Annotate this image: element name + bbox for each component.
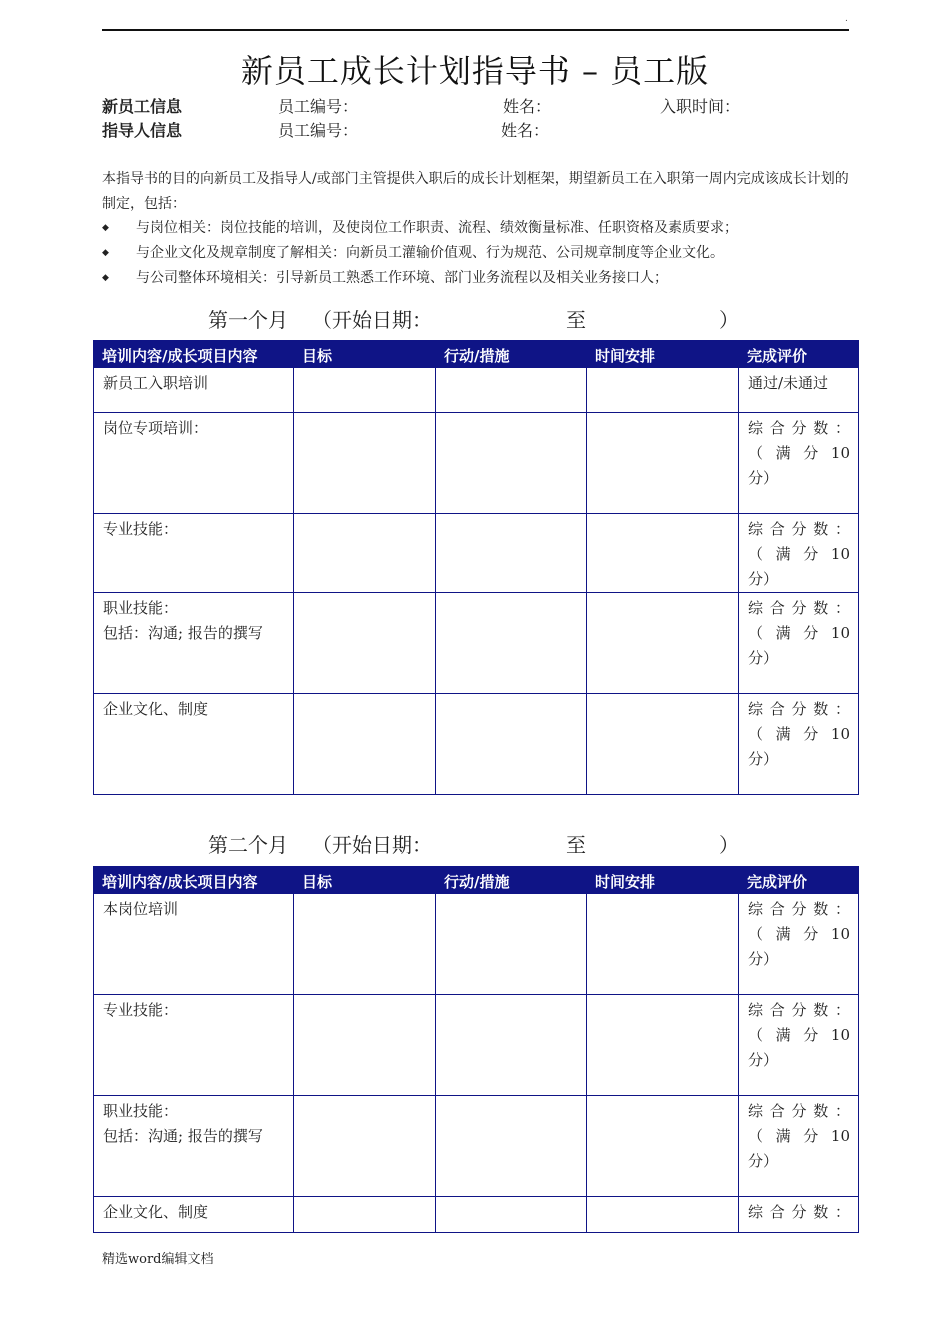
evaluation-line: 分）	[748, 469, 779, 487]
action-cell[interactable]	[436, 694, 587, 795]
header-goal: 目标	[294, 341, 436, 368]
content-line: 职业技能：	[103, 1102, 179, 1120]
month-1-heading	[0, 304, 950, 332]
diamond-bullet-icon: ◆	[102, 273, 109, 283]
month-2-close-paren: ）	[719, 833, 739, 857]
content-cell	[94, 694, 294, 795]
evaluation-line: 分）	[748, 950, 779, 968]
header-schedule: 时间安排	[587, 867, 739, 894]
header-rule	[102, 29, 849, 31]
header-action: 行动/措施	[436, 341, 587, 368]
mentor-name-label: 姓名：	[501, 121, 550, 140]
evaluation-line: （满分10	[748, 925, 850, 943]
list-item	[102, 241, 850, 266]
goal-cell[interactable]	[294, 1096, 436, 1197]
intro-bullet-list	[102, 216, 850, 291]
evaluation-line: 综合分数：	[748, 700, 850, 718]
list-item	[102, 216, 850, 241]
goal-cell[interactable]	[294, 1197, 436, 1233]
table-row	[94, 1197, 859, 1233]
new-employee-id-label: 员工编号：	[278, 97, 359, 116]
action-cell[interactable]	[436, 514, 587, 593]
evaluation-cell[interactable]	[739, 1197, 859, 1233]
diamond-bullet-icon: ◆	[102, 248, 109, 258]
content-cell	[94, 593, 294, 694]
content-line: 专业技能：	[103, 1001, 179, 1019]
table-row	[94, 413, 859, 514]
month-2-plan-table	[93, 866, 859, 1233]
evaluation-line: 综合分数：	[748, 1102, 850, 1120]
evaluation-line: 综合分数：	[748, 1001, 850, 1019]
month-1-plan-table	[93, 340, 859, 795]
bullet-text: 与企业文化及规章制度了解相关：向新员工灌输价值观、行为规范、公司规章制度等企业文化。	[136, 245, 724, 261]
new-employee-info-label: 新员工信息	[102, 97, 183, 116]
action-cell[interactable]	[436, 894, 587, 995]
schedule-cell[interactable]	[587, 593, 739, 694]
evaluation-cell[interactable]	[739, 413, 859, 514]
evaluation-line: 综合分数：	[748, 1203, 850, 1221]
month-1-start-date-label: （开始日期：	[312, 308, 432, 332]
evaluation-cell[interactable]	[739, 1096, 859, 1197]
header-action: 行动/措施	[436, 867, 587, 894]
corner-mark: .	[845, 14, 848, 24]
goal-cell[interactable]	[294, 995, 436, 1096]
table-header-row	[94, 867, 859, 894]
action-cell[interactable]	[436, 1197, 587, 1233]
header-goal: 目标	[294, 867, 436, 894]
goal-cell[interactable]	[294, 694, 436, 795]
intro-paragraph: 本指导书的目的向新员工及指导人/或部门主管提供入职后的成长计划框架，期望新员工在入职第一周内完成该成长计划的制定，包括：	[102, 171, 849, 212]
table-row	[94, 694, 859, 795]
diamond-bullet-icon: ◆	[102, 223, 109, 233]
bullet-text: 与岗位相关：岗位技能的培训，及使岗位工作职责、流程、绩效衡量标准、任职资格及素质要求；	[136, 220, 738, 236]
table-header-row	[94, 341, 859, 368]
header-evaluation: 完成评价	[739, 867, 859, 894]
evaluation-cell[interactable]	[739, 368, 859, 413]
header-content: 培训内容/成长项目内容	[94, 867, 294, 894]
month-1-close-paren: ）	[719, 308, 739, 332]
evaluation-line: 综合分数：	[748, 520, 850, 538]
content-line: 包括：沟通; 报告的撰写	[103, 624, 263, 642]
evaluation-cell[interactable]	[739, 995, 859, 1096]
table-row	[94, 1096, 859, 1197]
content-cell	[94, 413, 294, 514]
evaluation-line: （满分10	[748, 545, 850, 563]
evaluation-cell[interactable]	[739, 894, 859, 995]
evaluation-line: （满分10	[748, 1026, 850, 1044]
month-2-label: 第二个月	[208, 833, 288, 857]
table-row	[94, 593, 859, 694]
month-1-label: 第一个月	[208, 308, 288, 332]
page-footer: 精选word编辑文档	[102, 1252, 214, 1267]
evaluation-line: 综合分数：	[748, 900, 850, 918]
content-cell	[94, 995, 294, 1096]
schedule-cell[interactable]	[587, 894, 739, 995]
page-title: 新员工成长计划指导书 – 员工版	[240, 52, 710, 90]
content-line: 新员工入职培训	[103, 374, 209, 392]
evaluation-line: （满分10	[748, 444, 850, 462]
evaluation-cell[interactable]	[739, 514, 859, 593]
content-cell	[94, 1096, 294, 1197]
evaluation-line: （满分10	[748, 725, 850, 743]
evaluation-line: （满分10	[748, 1127, 850, 1145]
schedule-cell[interactable]	[587, 694, 739, 795]
content-cell	[94, 514, 294, 593]
table-row	[94, 894, 859, 995]
evaluation-line: 分）	[748, 649, 779, 667]
action-cell[interactable]	[436, 1096, 587, 1197]
content-line: 包括：沟通; 报告的撰写	[103, 1127, 263, 1145]
mentor-info-label: 指导人信息	[102, 121, 183, 140]
month-1-to-label: 至	[566, 308, 586, 332]
new-employee-join-date-label: 入职时间：	[660, 97, 741, 116]
evaluation-line: 分）	[748, 750, 779, 768]
action-cell[interactable]	[436, 593, 587, 694]
schedule-cell[interactable]	[587, 413, 739, 514]
action-cell[interactable]	[436, 995, 587, 1096]
schedule-cell[interactable]	[587, 1096, 739, 1197]
goal-cell[interactable]	[294, 514, 436, 593]
action-cell[interactable]	[436, 413, 587, 514]
content-line: 企业文化、制度	[103, 1203, 209, 1221]
schedule-cell[interactable]	[587, 1197, 739, 1233]
header-evaluation: 完成评价	[739, 341, 859, 368]
table-row	[94, 368, 859, 413]
month-2-to-label: 至	[566, 833, 586, 857]
evaluation-cell[interactable]	[739, 694, 859, 795]
content-cell	[94, 1197, 294, 1233]
month-2-start-date-label: （开始日期：	[312, 833, 432, 857]
table-row	[94, 995, 859, 1096]
evaluation-line: 分）	[748, 1152, 779, 1170]
bullet-text: 与公司整体环境相关：引导新员工熟悉工作环境、部门业务流程以及相关业务接口人；	[136, 270, 668, 286]
evaluation-line: 分）	[748, 570, 779, 588]
evaluation-cell[interactable]	[739, 593, 859, 694]
content-line: 本岗位培训	[103, 900, 179, 918]
goal-cell[interactable]	[294, 894, 436, 995]
goal-cell[interactable]	[294, 368, 436, 413]
header-content: 培训内容/成长项目内容	[94, 341, 294, 368]
content-cell	[94, 368, 294, 413]
evaluation-line: 综合分数：	[748, 599, 850, 617]
goal-cell[interactable]	[294, 593, 436, 694]
header-schedule: 时间安排	[587, 341, 739, 368]
goal-cell[interactable]	[294, 413, 436, 514]
schedule-cell[interactable]	[587, 368, 739, 413]
new-employee-name-label: 姓名：	[503, 97, 552, 116]
schedule-cell[interactable]	[587, 995, 739, 1096]
month-2-heading	[0, 829, 950, 857]
content-line: 岗位专项培训：	[103, 419, 209, 437]
list-item	[102, 266, 850, 291]
content-cell	[94, 894, 294, 995]
evaluation-line: 分）	[748, 1051, 779, 1069]
content-line: 职业技能：	[103, 599, 179, 617]
content-line: 专业技能：	[103, 520, 179, 538]
content-line: 企业文化、制度	[103, 700, 209, 718]
evaluation-line: 综合分数：	[748, 419, 850, 437]
evaluation-line: （满分10	[748, 624, 850, 642]
mentor-id-label: 员工编号：	[278, 121, 359, 140]
action-cell[interactable]	[436, 368, 587, 413]
schedule-cell[interactable]	[587, 514, 739, 593]
evaluation-line: 通过/未通过	[748, 374, 829, 392]
table-row	[94, 514, 859, 593]
